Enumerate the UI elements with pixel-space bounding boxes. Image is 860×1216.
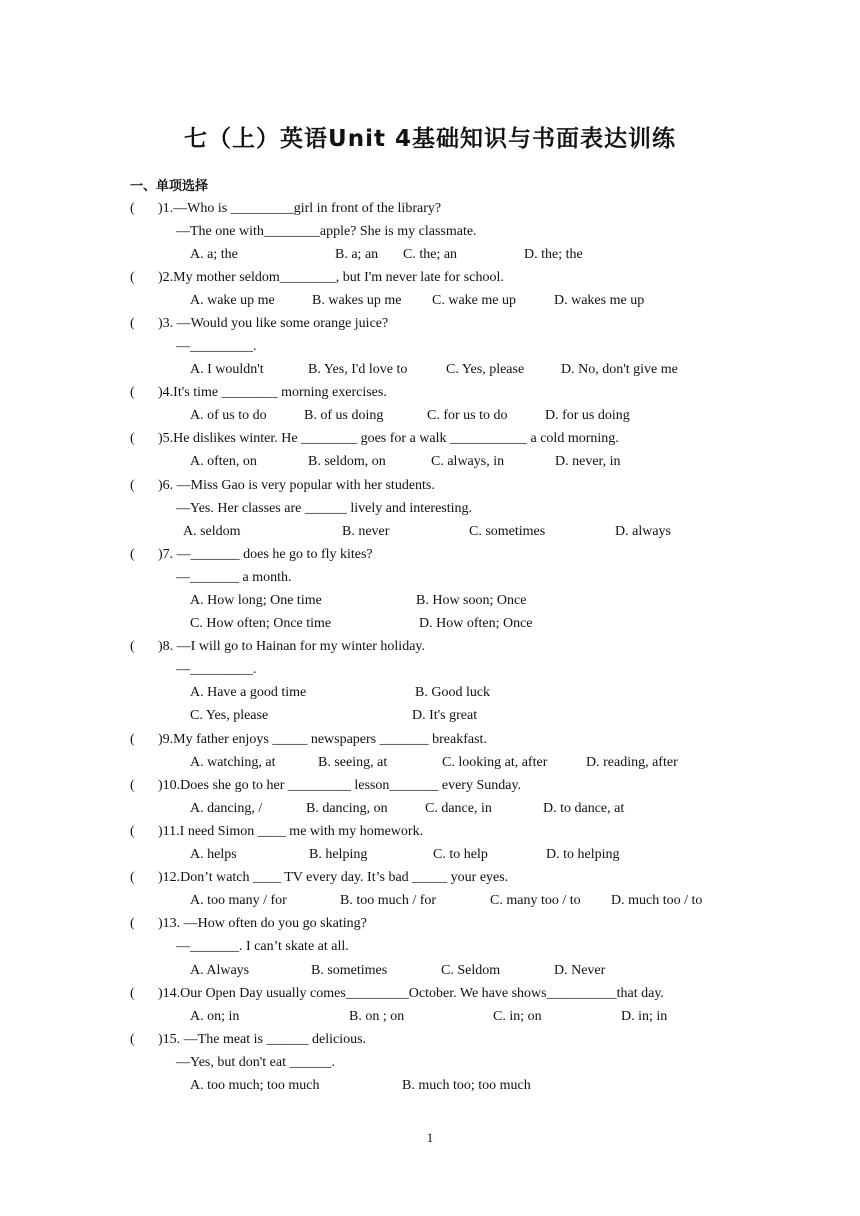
answer-option: A. dancing, / <box>190 801 263 816</box>
question-number: )10. <box>158 778 181 793</box>
answer-option: A. Always <box>190 963 250 978</box>
question-6 <box>130 477 435 495</box>
question-stem: Don’t watch ____ TV every day. It’s bad _____ your eyes. <box>180 870 509 885</box>
answer-blank[interactable]: ( <box>130 316 135 331</box>
page-title: 七（上）英语Unit 4基础知识与书面表达训练 <box>184 126 676 152</box>
dialogue-line: —Yes. Her classes are ______ lively and interesting. <box>176 501 473 516</box>
answer-blank[interactable]: ( <box>130 916 135 931</box>
answer-option: A. I wouldn't <box>190 362 264 377</box>
answer-option: B. too much / for <box>340 893 437 908</box>
question-stem: —The meat is ______ delicious. <box>180 1032 367 1047</box>
answer-option: C. Yes, please <box>446 362 525 377</box>
answer-option: B. on ; on <box>349 1009 405 1024</box>
question-number: )2. <box>158 270 174 285</box>
question-12 <box>130 869 508 887</box>
question-number: )6. <box>158 478 174 493</box>
question-13 <box>130 915 367 933</box>
dialogue-line: —_______ a month. <box>176 570 292 585</box>
answer-option: D. to helping <box>546 847 620 862</box>
answer-option: B. never <box>342 524 390 539</box>
answer-option: D. always <box>615 524 671 539</box>
question-stem: My father enjoys _____ newspapers _______ breakfast. <box>173 732 487 747</box>
answer-option: C. Seldom <box>441 963 501 978</box>
answer-option: A. of us to do <box>190 408 267 423</box>
answer-option: A. Have a good time <box>190 685 307 700</box>
answer-option: C. to help <box>433 847 488 862</box>
question-8 <box>130 638 425 656</box>
answer-option: D. much too / to <box>611 893 703 908</box>
answer-option: A. on; in <box>190 1009 240 1024</box>
answer-option: A. a; the <box>190 247 238 262</box>
answer-option: D. to dance, at <box>543 801 625 816</box>
question-10 <box>130 777 521 795</box>
section-heading: 一、单项选择 <box>130 179 209 194</box>
answer-option: B. much too; too much <box>402 1078 531 1093</box>
answer-option: C. Yes, please <box>190 708 269 723</box>
answer-option: A. How long; One time <box>190 593 322 608</box>
question-7 <box>130 546 373 564</box>
question-stem: —I will go to Hainan for my winter holiday. <box>173 639 425 654</box>
question-11 <box>130 823 423 841</box>
answer-option: C. How often; Once time <box>190 616 332 631</box>
question-stem: Does she go to her _________ lesson_______ every Sunday. <box>180 778 522 793</box>
answer-option: C. many too / to <box>490 893 581 908</box>
question-number: )4. <box>158 385 174 400</box>
question-stem: He dislikes winter. He ________ goes for a walk ___________ a cold morning. <box>173 431 619 446</box>
question-9 <box>130 731 487 749</box>
question-1 <box>130 200 441 218</box>
answer-option: D. the; the <box>524 247 583 262</box>
answer-option: D. wakes me up <box>554 293 645 308</box>
answer-option: C. the; an <box>403 247 458 262</box>
answer-blank[interactable]: ( <box>130 385 135 400</box>
question-4 <box>130 384 387 402</box>
answer-option: A. watching, at <box>190 755 276 770</box>
question-14 <box>130 985 664 1003</box>
answer-option: A. too much; too much <box>190 1078 320 1093</box>
answer-option: C. dance, in <box>425 801 492 816</box>
answer-option: D. in; in <box>621 1009 668 1024</box>
answer-option: B. How soon; Once <box>416 593 527 608</box>
question-5 <box>130 430 619 448</box>
dialogue-line: —_______. I can’t skate at all. <box>176 939 349 954</box>
answer-option: A. often, on <box>190 454 257 469</box>
question-3 <box>130 315 388 333</box>
answer-option: B. seeing, at <box>318 755 388 770</box>
answer-blank[interactable]: ( <box>130 270 135 285</box>
answer-option: A. seldom <box>183 524 241 539</box>
question-stem: —Would you like some orange juice? <box>173 316 389 331</box>
question-number: )8. <box>158 639 174 654</box>
answer-option: B. Yes, I'd love to <box>308 362 408 377</box>
answer-option: B. dancing, on <box>306 801 388 816</box>
question-2 <box>130 269 504 287</box>
answer-option: B. sometimes <box>311 963 388 978</box>
answer-blank[interactable]: ( <box>130 547 135 562</box>
question-stem: —Who is _________girl in front of the library? <box>173 201 442 216</box>
answer-option: D. never, in <box>555 454 621 469</box>
answer-option: C. looking at, after <box>442 755 548 770</box>
question-stem: My mother seldom________, but I'm never late for school. <box>173 270 504 285</box>
question-stem: I need Simon ____ me with my homework. <box>179 824 424 839</box>
question-number: )13. <box>158 916 181 931</box>
answer-blank[interactable]: ( <box>130 778 135 793</box>
question-number: )5. <box>158 431 174 446</box>
answer-option: D. No, don't give me <box>561 362 678 377</box>
answer-blank[interactable]: ( <box>130 478 135 493</box>
answer-option: C. wake me up <box>432 293 516 308</box>
dialogue-line: —_________. <box>176 339 257 354</box>
question-stem: Our Open Day usually comes_________October. We have shows__________that day. <box>180 986 664 1001</box>
answer-option: C. sometimes <box>469 524 546 539</box>
answer-option: C. always, in <box>431 454 505 469</box>
question-number: )15. <box>158 1032 181 1047</box>
answer-option: D. reading, after <box>586 755 678 770</box>
question-15 <box>130 1031 366 1049</box>
question-number: )14. <box>158 986 181 1001</box>
answer-option: C. in; on <box>493 1009 542 1024</box>
question-number: )1. <box>158 201 174 216</box>
answer-blank[interactable]: ( <box>130 639 135 654</box>
answer-option: B. helping <box>309 847 368 862</box>
page-number: 1 <box>426 1130 434 1145</box>
answer-option: B. seldom, on <box>308 454 386 469</box>
answer-option: D. Never <box>554 963 606 978</box>
question-number: )12. <box>158 870 181 885</box>
question-number: )11. <box>158 824 180 839</box>
answer-option: B. of us doing <box>304 408 384 423</box>
answer-option: A. too many / for <box>190 893 287 908</box>
question-stem: It's time ________ morning exercises. <box>173 385 387 400</box>
answer-option: C. for us to do <box>427 408 508 423</box>
question-stem: —Miss Gao is very popular with her students. <box>173 478 435 493</box>
answer-blank[interactable]: ( <box>130 201 135 216</box>
answer-option: D. It's great <box>412 708 478 723</box>
answer-blank[interactable]: ( <box>130 824 135 839</box>
answer-option: A. helps <box>190 847 237 862</box>
answer-blank[interactable]: ( <box>130 870 135 885</box>
answer-blank[interactable]: ( <box>130 986 135 1001</box>
answer-blank[interactable]: ( <box>130 732 135 747</box>
answer-option: D. for us doing <box>545 408 630 423</box>
question-number: )9. <box>158 732 174 747</box>
answer-option: B. Good luck <box>415 685 491 700</box>
question-stem: —_______ does he go to fly kites? <box>173 547 373 562</box>
answer-blank[interactable]: ( <box>130 1032 135 1047</box>
answer-blank[interactable]: ( <box>130 431 135 446</box>
dialogue-line: —_________. <box>176 662 257 677</box>
dialogue-line: —Yes, but don't eat ______. <box>176 1055 335 1070</box>
question-number: )3. <box>158 316 174 331</box>
dialogue-line: —The one with________apple? She is my classmate. <box>176 224 477 239</box>
answer-option: B. wakes up me <box>312 293 402 308</box>
question-stem: —How often do you go skating? <box>180 916 367 931</box>
answer-option: A. wake up me <box>190 293 275 308</box>
answer-option: D. How often; Once <box>419 616 533 631</box>
answer-option: B. a; an <box>335 247 379 262</box>
question-number: )7. <box>158 547 174 562</box>
